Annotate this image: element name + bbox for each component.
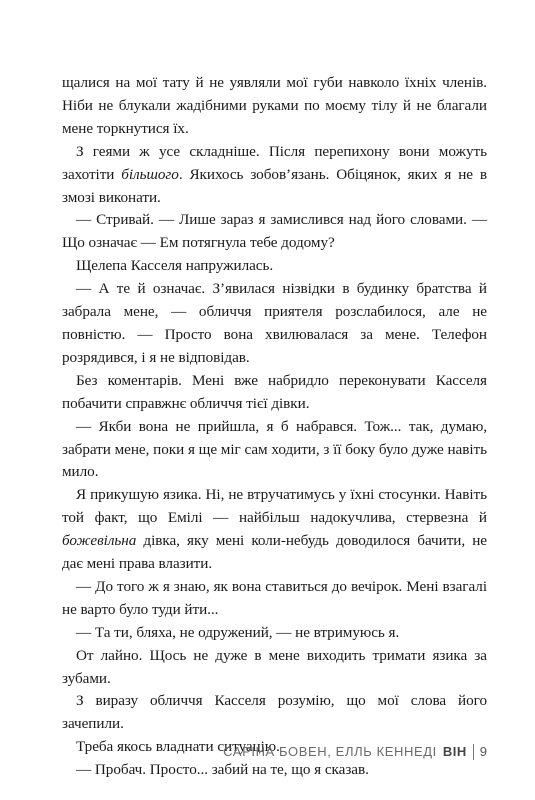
text-run: . Якихось зобов’язань. Обіцянок, яких я не в змозі виконати. <box>62 165 487 206</box>
text-run: — Пробач. Просто... забий на те, що я сказав. <box>76 761 369 779</box>
text-run: — Якби вона не прийшла, я б набрався. Тож... так, думаю, забрати мене, поки я ще міг сам ходити, з її боку було дуже навіть мило. <box>62 417 487 481</box>
paragraph <box>62 690 487 736</box>
paragraph <box>62 645 487 691</box>
paragraph <box>62 141 487 210</box>
text-run: З геями ж усе складніше. Після перепихону вони можуть захотіти <box>62 142 487 183</box>
running-footer <box>223 744 487 760</box>
footer-separator <box>473 744 474 760</box>
paragraph <box>62 370 487 416</box>
text-run: — До того ж я знаю, як вона ставиться до вечірок. Мені взагалі не варто було туди йти... <box>62 577 487 618</box>
text-run: Я прикушую язика. Ні, не втручатимусь у їхні стосунки. Навіть той факт, що Емілі — найбільш надокучлива, стервезна й <box>62 486 487 527</box>
text-run: Щелепа Касселя напружилась. <box>76 257 274 275</box>
paragraph <box>62 484 487 576</box>
paragraph <box>62 576 487 622</box>
paragraph <box>62 209 487 255</box>
paragraph <box>62 622 487 645</box>
paragraph <box>62 72 487 141</box>
text-run: З виразу обличчя Касселя розумію, що мої слова його зачепили. <box>62 692 487 733</box>
footer-book-title: ВІН <box>442 744 467 759</box>
paragraph <box>62 278 487 370</box>
text-run: Без коментарів. Мені вже набридло переконувати Касселя побачити справжнє обличчя тієї дівки. <box>62 371 487 412</box>
page-number: 9 <box>479 744 487 759</box>
paragraph <box>62 416 487 485</box>
text-run: Треба якось владнати ситуацію. <box>76 738 280 756</box>
paragraph <box>62 255 487 278</box>
body-text <box>62 72 487 782</box>
italic-text: більшого <box>121 165 179 183</box>
text-run: — А те й означає. З’явилася нізвідки в будинку братства й забрала мене, — обличчя приятеля розслабилося, але не повністю. — Просто вона хвилювалася за мене. Телефон розрядився, і я не відповідав. <box>62 280 487 366</box>
text-run: От лайно. Щось не дуже в мене виходить тримати язика за зубами. <box>62 646 487 687</box>
text-run: — Стривай. — Лише зараз я замислився над його словами. — Що означає — Ем потягнула тебе додому? <box>62 211 487 252</box>
text-run: — Та ти, бляха, не одружений, — не втримуюсь я. <box>76 623 400 641</box>
italic-text: божевільна <box>62 532 137 550</box>
text-run: дівка, яку мені коли-небудь доводилося бачити, не дає мені права влазити. <box>62 532 487 573</box>
footer-authors: САРІНА БОВЕН, ЕЛЛЬ КЕННЕДІ <box>223 744 437 759</box>
paragraph <box>62 759 487 782</box>
text-run: щалися на мої тату й не уявляли мої губи навколо їхніх членів. Ніби не блукали жадібними руками по моєму тілу й не благали мене торкнутися їх. <box>62 74 487 137</box>
